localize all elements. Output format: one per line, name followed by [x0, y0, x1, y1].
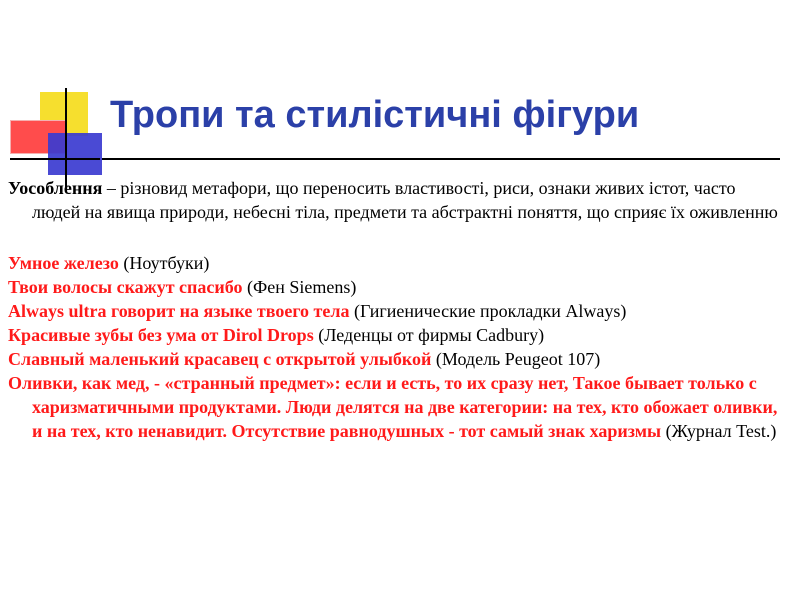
example-item	[8, 347, 788, 371]
example-item	[8, 323, 788, 347]
slide-title: Тропи та стилістичні фігури	[110, 94, 640, 136]
example-source: (Гигиенические прокладки Always)	[349, 301, 627, 321]
example-slogan: Умное железо	[8, 253, 119, 273]
definition-term: Уособлення	[8, 178, 103, 198]
example-source: (Ноутбуки)	[118, 253, 210, 273]
example-source: (Фен Siemens)	[242, 277, 357, 297]
spacer	[8, 224, 788, 251]
example-item	[8, 275, 788, 299]
decor-blue-square	[48, 133, 102, 175]
decor-vertical-line	[65, 88, 67, 188]
definition-paragraph	[8, 176, 788, 224]
title-underline	[102, 158, 780, 160]
example-slogan: Твои волосы скажут спасибо	[8, 277, 243, 297]
example-slogan: Славный маленький красавец с открытой улыбкой	[8, 349, 432, 369]
example-source: (Модель Peugeot 107)	[431, 349, 601, 369]
definition-text: – різновид метафори, що переносить властивості, риси, ознаки живих істот, часто людей на явища природи, небесні тіла, предмети та абстрактні поняття, що сприяє їх оживленню	[32, 178, 778, 222]
slide-body	[8, 176, 788, 443]
example-slogan: Always ultra говорит на языке твоего тела	[8, 301, 350, 321]
example-source: (Журнал Test.)	[661, 421, 777, 441]
example-item	[8, 371, 788, 443]
example-item	[8, 251, 788, 275]
example-slogan: Красивые зубы без ума от Dirol Drops	[8, 325, 314, 345]
decor-horizontal-line	[10, 158, 100, 160]
example-slogan: Оливки, как мед, - «странный предмет»: если и есть, то их сразу нет, Такое бывает только с харизматичными продуктами. Люди делятся на две категории: на тех, кто обожает оливки, и на тех, кто ненавидит. Отсутствие равнодушных - тот самый знак харизмы	[8, 373, 778, 441]
example-item	[8, 299, 788, 323]
example-source: (Леденцы от фирмы Cadbury)	[313, 325, 545, 345]
